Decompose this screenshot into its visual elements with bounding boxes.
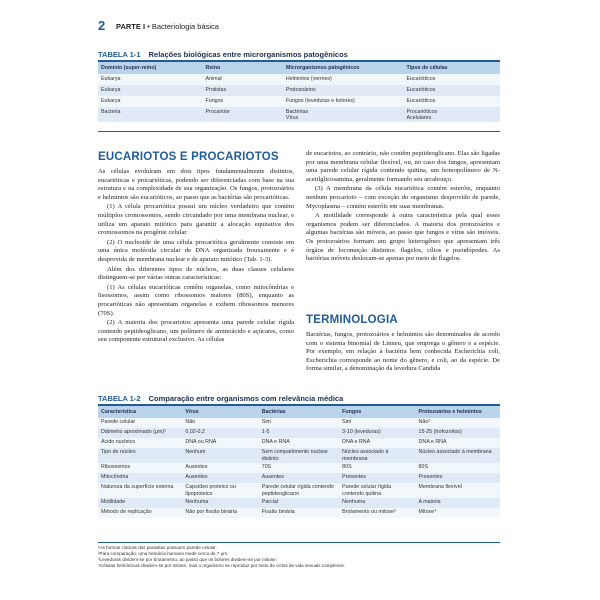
running-header: [116, 22, 219, 31]
left-text-column: [98, 168, 294, 346]
table1-col-header: Microrganismos patogênicos: [283, 62, 404, 74]
table-cell: Eukarya: [98, 74, 203, 85]
table-cell: Animal: [203, 74, 283, 85]
table-cell: Ausentes: [182, 473, 258, 483]
table-cell: 80S: [339, 463, 415, 473]
paragraph: (2) A maioria dos procariotos apresenta uma parede celular rígida contendo peptideoglicano, um polímero de aminoácido e açúcares, como seu componente estrutural exclusivo. As células: [98, 319, 294, 344]
table-cell: Natureza da superfície externa: [98, 483, 182, 498]
table2-col-header: Vírus: [182, 406, 258, 418]
table-cell: Eucarióticos: [404, 96, 501, 107]
table-cell: Ausentes: [259, 473, 339, 483]
table-cell: Sem compartimento nuclear distinto: [259, 448, 339, 463]
table-row: [98, 96, 500, 107]
table-cell: Método de replicação: [98, 508, 182, 518]
table-cell: Brotamento ou mitose³: [339, 508, 415, 518]
table-cell: 70S: [259, 463, 339, 473]
table2-bottom-rule: [98, 542, 500, 543]
table-cell: Membrana flexível: [416, 483, 500, 498]
table1-header-row: [98, 62, 500, 74]
section-heading-terminologia: TERMINOLOGIA: [306, 314, 398, 326]
table-cell: Nenhum: [182, 448, 258, 463]
table-row: [98, 74, 500, 85]
table-row: [98, 483, 500, 498]
table-cell: Ausentes: [182, 463, 258, 473]
table-cell: Eukarya: [98, 85, 203, 96]
table1-title: Relações biológicas entre microrganismos patogênicos: [148, 50, 348, 59]
table-cell: Núcleo associado à membrana: [416, 448, 500, 463]
paragraph: Além dos diferentes tipos de núcleos, as duas classes celulares distinguem-se por várias outras características:: [98, 265, 294, 282]
table-cell: Fungos: [203, 96, 283, 107]
table-cell: Eucarióticos: [404, 74, 501, 85]
table-cell: Bactérias Vírus: [283, 107, 404, 122]
table1: [98, 62, 500, 122]
table2-footnotes: [98, 545, 500, 569]
table-cell: Presentes: [339, 473, 415, 483]
paragraph: (3) A membrana da célula eucariótica contém esteróis, enquanto nenhum procarioto – com exceção do organismo desprovido de parede, Mycoplasma – contém esteróis em suas membranas.: [306, 185, 500, 210]
table-cell: Não: [182, 418, 258, 428]
table-cell: Tipo de núcleo: [98, 448, 182, 463]
table-cell: Nenhuma: [182, 498, 258, 508]
table2-header-row: [98, 406, 500, 418]
table-cell: DNA ou RNA: [182, 438, 258, 448]
table-cell: Ribossomos: [98, 463, 182, 473]
section-label: Bacteriologia básica: [151, 22, 219, 31]
table-cell: Capsídeo proteico ou lipoproteico: [182, 483, 258, 498]
table-cell: DNA e RNA: [339, 438, 415, 448]
table-row: [98, 85, 500, 96]
table-cell: Não por fissão binária: [182, 508, 258, 518]
table-cell: Ácido nucleico: [98, 438, 182, 448]
table-cell: Núcleo associado à membrana: [339, 448, 415, 463]
table-cell: Bacteria: [98, 107, 203, 122]
table-cell: DNA e RNA: [259, 438, 339, 448]
table1-col-header: Tipos de células: [404, 62, 501, 74]
table-cell: Fungos (leveduras e bolores): [283, 96, 404, 107]
table-cell: Eucarióticos: [404, 85, 501, 96]
table-cell: A maioria: [416, 498, 500, 508]
table-cell: Fissão binária: [259, 508, 339, 518]
paragraph: de eucariotos, ao contrário, não contêm peptideoglicano. Elas são ligadas por uma membrana celular flexível, ou, no caso dos fungos, apresentam uma parede celular rígida contendo quitina, um homopolímero de N-acetilglicosamina, geralmente formando seu arcabouço.: [306, 150, 500, 183]
table-cell: Mitocôndria: [98, 473, 182, 483]
page-number: 2: [98, 18, 106, 33]
table2: [98, 406, 500, 518]
table-cell: Diâmetro aproximado (µm)²: [98, 428, 182, 438]
table-cell: 0,02-0,2: [182, 428, 258, 438]
paragraph: (2) O nucleoide de uma célula procariótica geralmente consiste em uma única molécula circular de DNA organizada frouxamente e é desprovida de membrana nuclear e de aparato mitótico (Tab. 1-3).: [98, 238, 294, 263]
header-separator: •: [147, 22, 150, 31]
table-cell: Eukarya: [98, 96, 203, 107]
footnote: ⁴Células helmínticas dividem-se por mitose, mas o organismo se reproduz por meio de ciclos de vida sexuais complexos.: [98, 563, 346, 568]
table-cell: DNA e RNA: [416, 438, 500, 448]
section-heading-eucariotos: EUCARIOTOS E PROCARIOTOS: [98, 151, 279, 163]
table2-caption: [98, 394, 343, 403]
table-cell: Nenhuma: [339, 498, 415, 508]
table-row: [98, 428, 500, 438]
table-cell: Sim: [339, 418, 415, 428]
table-row: [98, 463, 500, 473]
table-cell: 80S: [416, 463, 500, 473]
table2-col-header: Bactérias: [259, 406, 339, 418]
paragraph: (1) As células eucarióticas contêm organelas, como mitocôndrias e lisossomos, assim como ribossomos maiores (80S), enquanto as procarióticas não apresentam organelas e exibem ribossomos menores (70S).: [98, 283, 294, 317]
table-row: [98, 107, 500, 122]
right-text-column-2: [306, 331, 500, 375]
table1-bottom-rule: [98, 131, 500, 132]
table-cell: Procarióticos Acelulares: [404, 107, 501, 122]
table-cell: 3-10 (leveduras): [339, 428, 415, 438]
table-cell: Protozoários: [283, 85, 404, 96]
table-cell: Parede celular rígida contendo peptideoglicano: [259, 483, 339, 498]
paragraph: A motilidade corresponde à outra característica pela qual esses organismos podem ser diferenciados. A maioria dos protozoários e algumas bactérias são móveis, ao passo que fungos e vírus são imóveis. Os protozoários formam um grupo heterogêneo que apresentam três órgãos de locomoção distintos: flagelos, cílios e pseudópodes. As bactérias móveis deslocam-se apenas por meio de flagelos.: [306, 212, 500, 263]
table-cell: Motilidade: [98, 498, 182, 508]
table2-col-header: Fungos: [339, 406, 415, 418]
table-cell: Helmintos (vermes): [283, 74, 404, 85]
table-row: [98, 438, 500, 448]
table2-col-header: Característica: [98, 406, 182, 418]
table-cell: Parede celular rígida contendo quitina: [339, 483, 415, 498]
footnote: ³Leveduras dividem-se por brotamento, ao passo que os bolores dividem-se por mitose.: [98, 557, 277, 562]
table-cell: Mitose⁴: [416, 508, 500, 518]
table1-col-header: Domínio (super-reino): [98, 62, 203, 74]
paragraph: As células evoluíram em dois tipos fundamentalmente distintos, eucarióticas e procarióticas, podendo ser diferenciadas com base na sua estrutura e na complexidade de sua organização. Os fungos, protozoários e helmintos são eucarióticos, ao passo que as bactérias são procarióticas.: [98, 168, 294, 201]
table-row: [98, 508, 500, 518]
table-row: [98, 498, 500, 508]
table1-col-header: Reino: [203, 62, 283, 74]
table1-caption: [98, 50, 348, 59]
table-cell: Protistas: [203, 85, 283, 96]
table1-number: TABELA 1-1: [98, 50, 141, 59]
right-text-column: [306, 150, 500, 265]
table-cell: 1-5: [259, 428, 339, 438]
table-cell: Presentes: [416, 473, 500, 483]
paragraph: Bactérias, fungos, protozoários e helmintos são denominados de acordo com o sistema binomial de Linneu, que emprega o gênero e a espécie. Por exemplo, em relação à bactéria bem conhecida Escherichia coli, Escherichia corresponde ao nome do gênero, e coli, ao da espécie. De forma similar, a denominação da levedura Candida: [306, 331, 500, 373]
table-row: [98, 448, 500, 463]
table-row: [98, 418, 500, 428]
table-cell: Parede celular: [98, 418, 182, 428]
table2-title: Comparação entre organismos com relevância médica: [148, 394, 344, 403]
table-cell: Procariote: [203, 107, 283, 122]
table-row: [98, 473, 500, 483]
part-label: PARTE I: [116, 22, 146, 31]
footnote: ²Para comparação, uma hemácia humana mede cerca de 7 µm.: [98, 551, 229, 556]
table-cell: 15-25 (trofozoítos): [416, 428, 500, 438]
table-cell: Sim: [259, 418, 339, 428]
table2-col-header: Protozoários e helmintos: [416, 406, 500, 418]
footnote: ¹As formas císticas dos parasitas possuem parede celular.: [98, 545, 217, 550]
table-cell: Parcial: [259, 498, 339, 508]
table-cell: Não¹: [416, 418, 500, 428]
paragraph: (1) A célula procariótica possui um núcleo verdadeiro que contém múltiplos cromossomos, sendo circundado por uma membrana nuclear, e utiliza um aparato mitótico para garantir a alocação equitativa dos cromossomos na progênie celular.: [98, 203, 294, 237]
table2-number: TABELA 1-2: [98, 394, 141, 403]
